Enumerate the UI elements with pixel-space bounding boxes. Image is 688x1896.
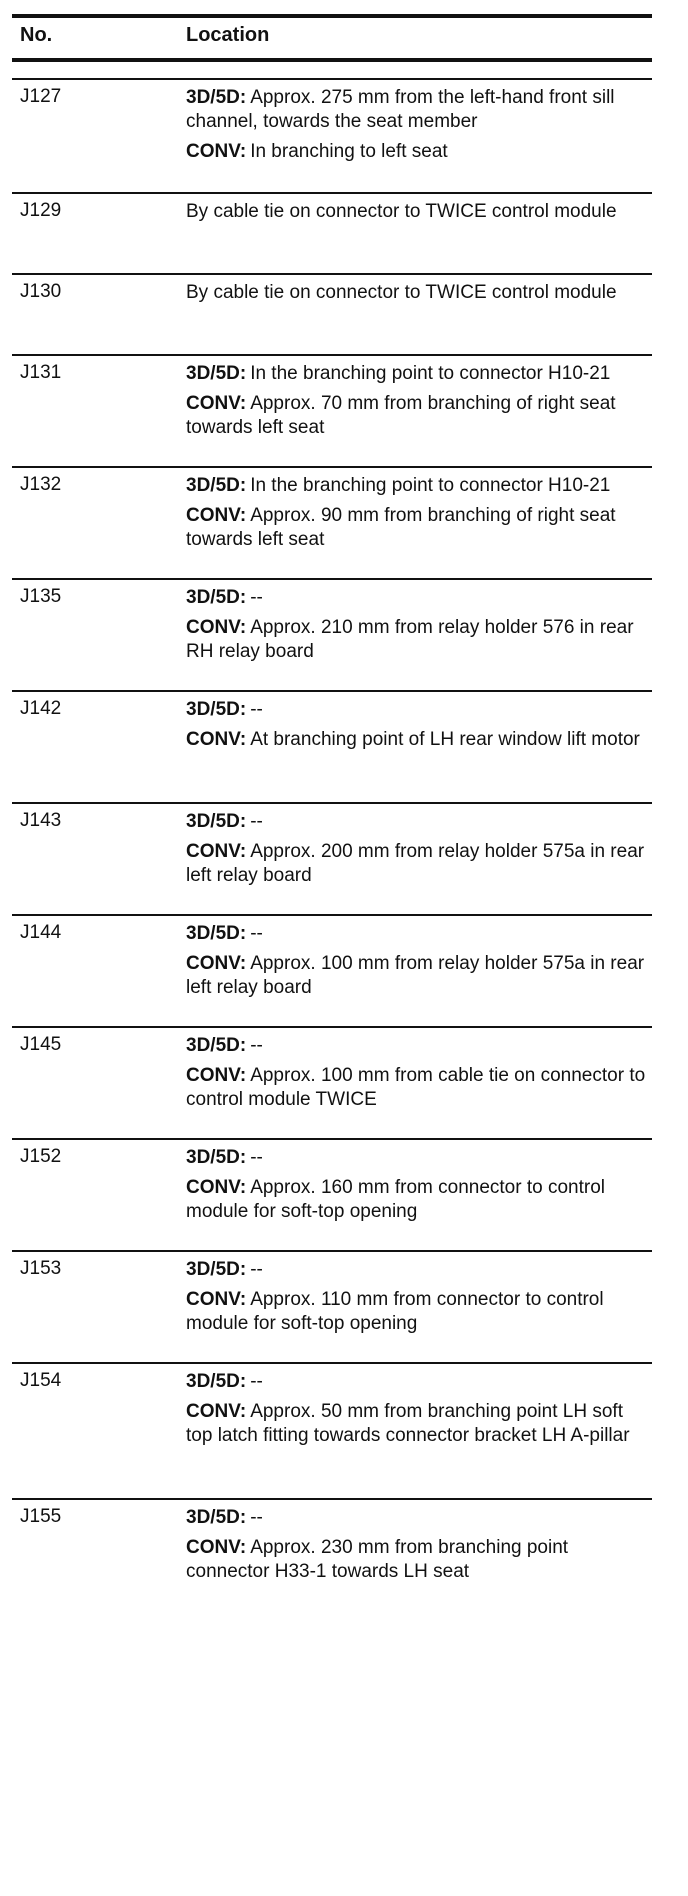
row-number: J142 (20, 698, 62, 719)
row-location (186, 922, 648, 1000)
row-location (186, 86, 648, 164)
row-number: J153 (20, 1258, 62, 1279)
location-paragraph (186, 281, 648, 305)
table-row (12, 354, 652, 438)
variant-label: CONV: (186, 1177, 247, 1198)
location-text: Approx. 100 mm from relay holder 575a in rear left relay board (186, 953, 645, 998)
variant-label: 3D/5D: (186, 1259, 247, 1280)
row-location (186, 474, 648, 552)
location-text: By cable tie on connector to TWICE control module (186, 282, 617, 303)
variant-label: 3D/5D: (186, 87, 247, 108)
location-text: Approx. 50 mm from branching point LH soft top latch fitting towards connector bracket LH A-pillar (186, 1401, 630, 1446)
variant-label: 3D/5D: (186, 1035, 247, 1056)
location-text: Approx. 70 mm from branching of right seat towards left seat (186, 393, 616, 438)
location-text: Approx. 110 mm from connector to control module for soft-top opening (186, 1289, 604, 1334)
row-location (186, 586, 648, 664)
variant-label: CONV: (186, 1065, 247, 1086)
location-text: Approx. 275 mm from the left-hand front sill channel, towards the seat member (186, 87, 615, 132)
table-row (12, 1362, 652, 1446)
location-paragraph (186, 1370, 648, 1394)
location-paragraph (186, 952, 648, 1000)
table-row (12, 273, 652, 303)
row-location (186, 1370, 648, 1448)
location-paragraph (186, 810, 648, 834)
location-text: -- (250, 587, 263, 608)
row-number: J131 (20, 362, 62, 383)
variant-label: CONV: (186, 141, 247, 162)
location-paragraph (186, 1288, 648, 1336)
row-number: J129 (20, 200, 62, 221)
location-text: In the branching point to connector H10-21 (250, 475, 611, 496)
row-number: J152 (20, 1146, 62, 1167)
row-location (186, 810, 648, 888)
variant-label: CONV: (186, 953, 247, 974)
variant-label: 3D/5D: (186, 475, 247, 496)
row-location (186, 698, 648, 752)
row-number: J144 (20, 922, 62, 943)
table-row (12, 1498, 652, 1582)
variant-label: 3D/5D: (186, 1507, 247, 1528)
location-paragraph (186, 1064, 648, 1112)
row-number: J155 (20, 1506, 62, 1527)
table-row (12, 466, 652, 550)
variant-label: CONV: (186, 505, 247, 526)
variant-label: CONV: (186, 1537, 247, 1558)
location-paragraph (186, 1400, 648, 1448)
location-text: Approx. 100 mm from cable tie on connector to control module TWICE (186, 1065, 646, 1110)
location-text: -- (250, 699, 263, 720)
location-paragraph (186, 474, 648, 498)
variant-label: 3D/5D: (186, 587, 247, 608)
table-row (12, 914, 652, 998)
location-text: -- (250, 1147, 263, 1168)
table-row (12, 1026, 652, 1110)
location-paragraph (186, 1034, 648, 1058)
variant-label: 3D/5D: (186, 923, 247, 944)
table-row (12, 690, 652, 750)
location-paragraph (186, 586, 648, 610)
table-row (12, 578, 652, 662)
location-text: Approx. 90 mm from branching of right seat towards left seat (186, 505, 616, 550)
location-text: -- (250, 1507, 263, 1528)
location-text: At branching point of LH rear window lift motor (250, 729, 640, 750)
location-paragraph (186, 140, 648, 164)
location-text: By cable tie on connector to TWICE control module (186, 201, 617, 222)
column-header-no: No. (20, 24, 53, 46)
location-text: -- (250, 811, 263, 832)
row-number: J145 (20, 1034, 62, 1055)
row-location (186, 1146, 648, 1224)
location-paragraph (186, 392, 648, 440)
row-number: J135 (20, 586, 62, 607)
table-row (12, 1138, 652, 1222)
location-text: Approx. 200 mm from relay holder 575a in rear left relay board (186, 841, 645, 886)
location-paragraph (186, 504, 648, 552)
variant-label: 3D/5D: (186, 1371, 247, 1392)
table-row (12, 78, 652, 162)
location-paragraph (186, 728, 648, 752)
location-paragraph (186, 1258, 648, 1282)
location-text: -- (250, 923, 263, 944)
location-paragraph (186, 616, 648, 664)
variant-label: CONV: (186, 617, 247, 638)
location-text: Approx. 230 mm from branching point connector H33-1 towards LH seat (186, 1537, 569, 1582)
location-paragraph (186, 1146, 648, 1170)
location-paragraph (186, 1536, 648, 1584)
variant-label: 3D/5D: (186, 1147, 247, 1168)
row-location (186, 1506, 648, 1584)
variant-label: CONV: (186, 1401, 247, 1422)
location-paragraph (186, 1176, 648, 1224)
location-paragraph (186, 922, 648, 946)
location-paragraph (186, 362, 648, 386)
table-header (12, 14, 652, 62)
location-text: Approx. 160 mm from connector to control module for soft-top opening (186, 1177, 606, 1222)
location-paragraph (186, 86, 648, 134)
location-text: In branching to left seat (250, 141, 448, 162)
location-paragraph (186, 840, 648, 888)
variant-label: CONV: (186, 729, 247, 750)
location-text: -- (250, 1035, 263, 1056)
location-paragraph (186, 200, 648, 224)
row-location (186, 1034, 648, 1112)
location-text: In the branching point to connector H10-21 (250, 363, 611, 384)
variant-label: CONV: (186, 841, 247, 862)
row-number: J154 (20, 1370, 62, 1391)
location-paragraph (186, 1506, 648, 1530)
variant-label: 3D/5D: (186, 811, 247, 832)
column-header-location: Location (186, 24, 270, 46)
row-number: J132 (20, 474, 62, 495)
variant-label: CONV: (186, 393, 247, 414)
table-row (12, 1250, 652, 1334)
variant-label: CONV: (186, 1289, 247, 1310)
row-number: J130 (20, 281, 62, 302)
table-row (12, 192, 652, 222)
table-row (12, 802, 652, 886)
row-number: J127 (20, 86, 62, 107)
variant-label: 3D/5D: (186, 699, 247, 720)
location-text: -- (250, 1259, 263, 1280)
row-location (186, 281, 648, 305)
row-number: J143 (20, 810, 62, 831)
location-text: Approx. 210 mm from relay holder 576 in rear RH relay board (186, 617, 634, 662)
row-location (186, 362, 648, 440)
location-text: -- (250, 1371, 263, 1392)
variant-label: 3D/5D: (186, 363, 247, 384)
row-location (186, 1258, 648, 1336)
location-paragraph (186, 698, 648, 722)
row-location (186, 200, 648, 224)
